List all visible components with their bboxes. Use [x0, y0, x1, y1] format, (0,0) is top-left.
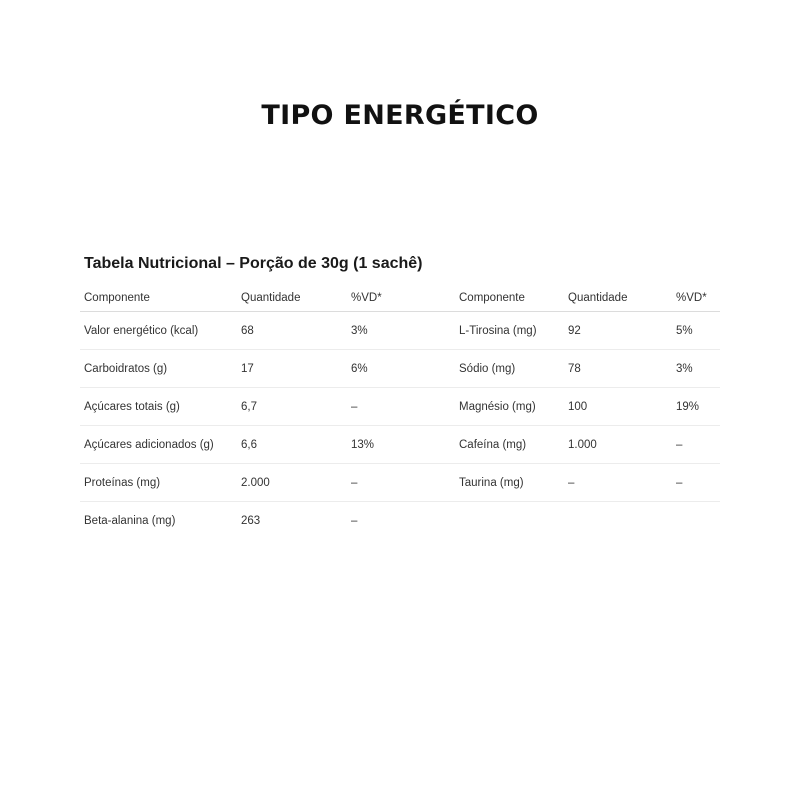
table-row [80, 350, 720, 388]
table-cell [564, 502, 672, 540]
table-cell: 100 [564, 388, 672, 426]
header-component: Componente [80, 285, 237, 312]
header-quantity: Quantidade [237, 285, 347, 312]
nutrition-table-title: Tabela Nutricional – Porção de 30g (1 sachê) [84, 255, 423, 272]
table-cell [455, 502, 564, 540]
table-row [80, 426, 720, 464]
table-cell: 6% [347, 350, 455, 388]
nutrition-table [80, 285, 720, 539]
page-title: TIPO ENERGÉTICO [261, 100, 539, 131]
table-cell: 6,6 [237, 426, 347, 464]
table-cell: – [672, 464, 720, 502]
table-cell: Beta-alanina (mg) [84, 514, 176, 527]
table-cell: 5% [672, 312, 720, 350]
table-cell: Valor energético (kcal) [80, 312, 237, 350]
header-quantity: Quantidade [564, 285, 672, 312]
table-cell: 19% [672, 388, 720, 426]
table-cell: Cafeína (mg) [455, 426, 564, 464]
table-cell: L-Tirosina (mg) [455, 312, 564, 350]
table-row [80, 502, 720, 540]
table-cell: 78 [564, 350, 672, 388]
table-cell: 263 [241, 514, 261, 527]
table-cell: – [672, 426, 720, 464]
table-cell: 92 [564, 312, 672, 350]
table-cell: Proteínas (mg) [80, 464, 237, 502]
table-row [80, 388, 720, 426]
nutrition-table-container [80, 285, 720, 539]
table-cell: – [564, 464, 672, 502]
table-row [80, 464, 720, 502]
table-cell: 2.000 [237, 464, 347, 502]
table-cell: 68 [237, 312, 347, 350]
header-component: Componente [455, 285, 564, 312]
header-daily-value: %VD* [672, 285, 720, 312]
table-cell: Magnésio (mg) [455, 388, 564, 426]
table-cell: 6,7 [237, 388, 347, 426]
table-cell: 3% [672, 350, 720, 388]
table-cell: – [351, 514, 358, 527]
table-cell: Sódio (mg) [455, 350, 564, 388]
table-cell: Açúcares totais (g) [80, 388, 237, 426]
header-daily-value: %VD* [347, 285, 455, 312]
table-cell: Carboidratos (g) [80, 350, 237, 388]
table-cell: Açúcares adicionados (g) [80, 426, 237, 464]
table-header-row [80, 285, 720, 312]
table-cell: 1.000 [564, 426, 672, 464]
table-cell: 17 [237, 350, 347, 388]
table-cell: 3% [347, 312, 455, 350]
table-cell: 13% [347, 426, 455, 464]
table-cell: – [347, 388, 455, 426]
table-row [80, 312, 720, 350]
table-cell: – [347, 464, 455, 502]
table-cell: Taurina (mg) [455, 464, 564, 502]
table-cell [672, 502, 720, 540]
